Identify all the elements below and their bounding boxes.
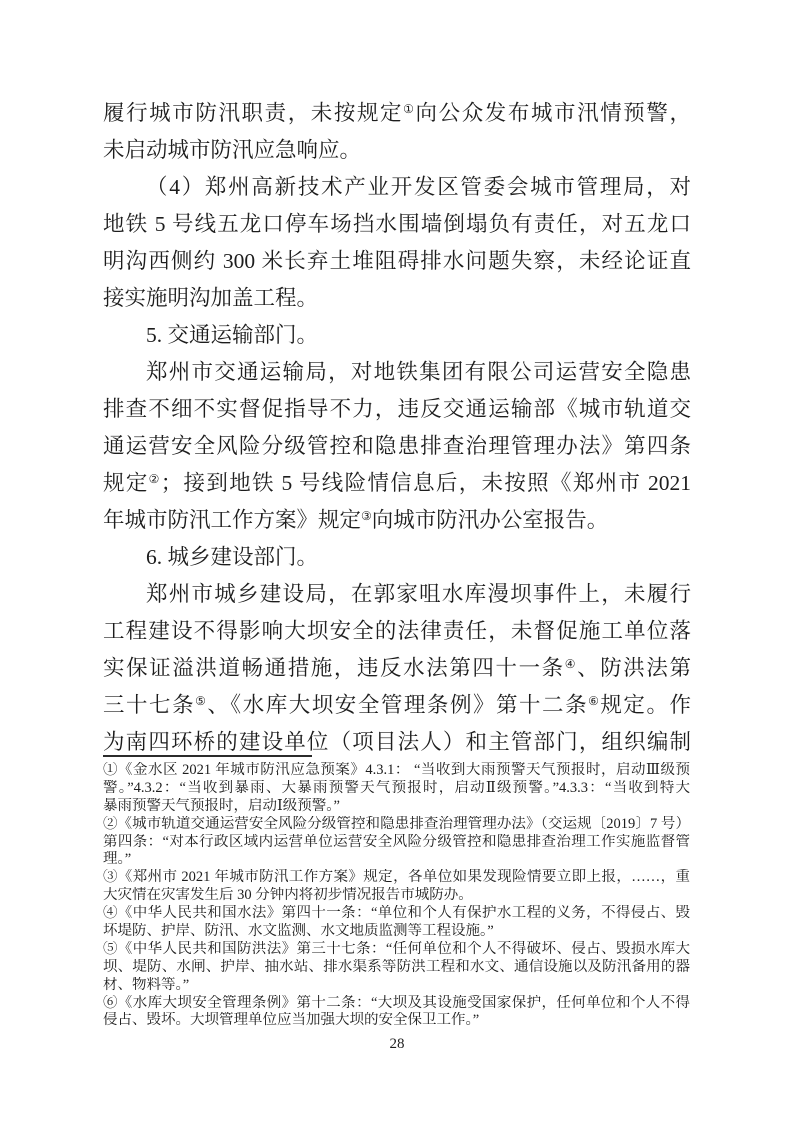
footnote-line: ⑤《中华人民共和国防洪法》第三十七条：“任何单位和个人不得破坏、侵占、毁损水库大 [103, 940, 690, 957]
footnote-line: ③《郑州市 2021 年城市防汛工作方案》规定，各单位如果发现险情要立即上报，……，重 [103, 869, 690, 886]
body-line: 通运营安全风险分级管控和隐患排查治理管理办法》第四条 [103, 434, 691, 458]
body-text [103, 95, 691, 761]
page-number: 28 [389, 1036, 405, 1052]
body-line: 未启动城市防汛应急响应。 [103, 138, 362, 162]
body-line: 排查不细不实督促指导不力，违反交通运输部《城市轨道交 [103, 397, 691, 421]
body-line: 规定②；接到地铁 5 号线险情信息后，未按照《郑州市 2021 [103, 471, 691, 495]
footnote-line: ②《城市轨道交通运营安全风险分级管控和隐患排查治理管理办法》（交运规〔2019〕7 号） [103, 815, 690, 832]
body-line: 工程建设不得影响大坝安全的法律责任，未督促施工单位落 [103, 619, 691, 643]
body-line: 为南四环桥的建设单位（项目法人）和主管部门，组织编制 [103, 730, 691, 754]
body-line: 6. 城乡建设部门。 [146, 545, 319, 569]
footnote-line: ①《金水区 2021 年城市防汛应急预案》4.3.1： “当收到大雨预警天气预报时，启动Ⅲ级预 [103, 762, 690, 778]
footnotes [103, 762, 690, 1030]
footnote-line: ⑥《水库大坝安全管理条例》第十二条：“大坝及其设施受国家保护，任何单位和个人不得 [103, 994, 690, 1011]
footnote-line: 坝、堤防、水闸、护岸、抽水站、排水渠系等防洪工程和水文、通信设施以及防汛备用的器 [103, 958, 690, 975]
footnote-line: 大灾情在灾害发生后 30 分钟内将初步情况报告市城防办。 [103, 887, 473, 904]
body-line: 实保证溢洪道畅通措施，违反水法第四十一条④、防洪法第 [103, 656, 691, 680]
body-line: 明沟西侧约 300 米长弃土堆阻碍排水问题失察，未经论证直 [103, 249, 691, 273]
footnote-line: 坏堤防、护岸、防汛、水文监测、水文地质监测等工程设施。” [103, 923, 494, 940]
footnote-line: 理。” [103, 851, 132, 868]
footnote-separator [103, 755, 312, 757]
footnote-line: ④《中华人民共和国水法》第四十一条：“单位和个人有保护水工程的义务，不得侵占、毁 [103, 905, 690, 922]
body-line: 年城市防汛工作方案》规定③向城市防汛办公室报告。 [103, 508, 609, 532]
footnote-line: 材、物料等。” [103, 976, 190, 993]
body-line: 郑州市城乡建设局，在郭家咀水库漫坝事件上，未履行 [146, 582, 691, 606]
footnote-line: 暴雨预警天气预报时，启动Ⅰ级预警。” [103, 797, 340, 814]
footnote-line: 侵占、毁坏。大坝管理单位应当加强大坝的安全保卫工作。” [103, 1012, 480, 1029]
body-line: 地铁 5 号线五龙口停车场挡水围墙倒塌负有责任，对五龙口 [103, 212, 691, 236]
body-line: 履行城市防汛职责，未按规定①向公众发布城市汛情预警， [103, 101, 691, 125]
body-line: 三十七条⑤、《水库大坝安全管理条例》第十二条⑥规定。作 [103, 693, 691, 717]
body-line: 接实施明沟加盖工程。 [103, 286, 319, 310]
footnote-line: 第四条：“对本行政区域内运营单位运营安全风险分级管控和隐患排查治理工作实施监督管 [103, 833, 690, 850]
body-line: 郑州市交通运输局，对地铁集团有限公司运营安全隐患 [146, 360, 691, 384]
body-line: 5. 交通运输部门。 [146, 323, 319, 347]
footnote-line: 警。”4.3.2：“当收到暴雨、大暴雨预警天气预报时，启动Ⅱ级预警。”4.3.3：“当收到特大 [103, 779, 690, 796]
body-line: （4）郑州高新技术产业开发区管委会城市管理局，对 [146, 175, 691, 199]
